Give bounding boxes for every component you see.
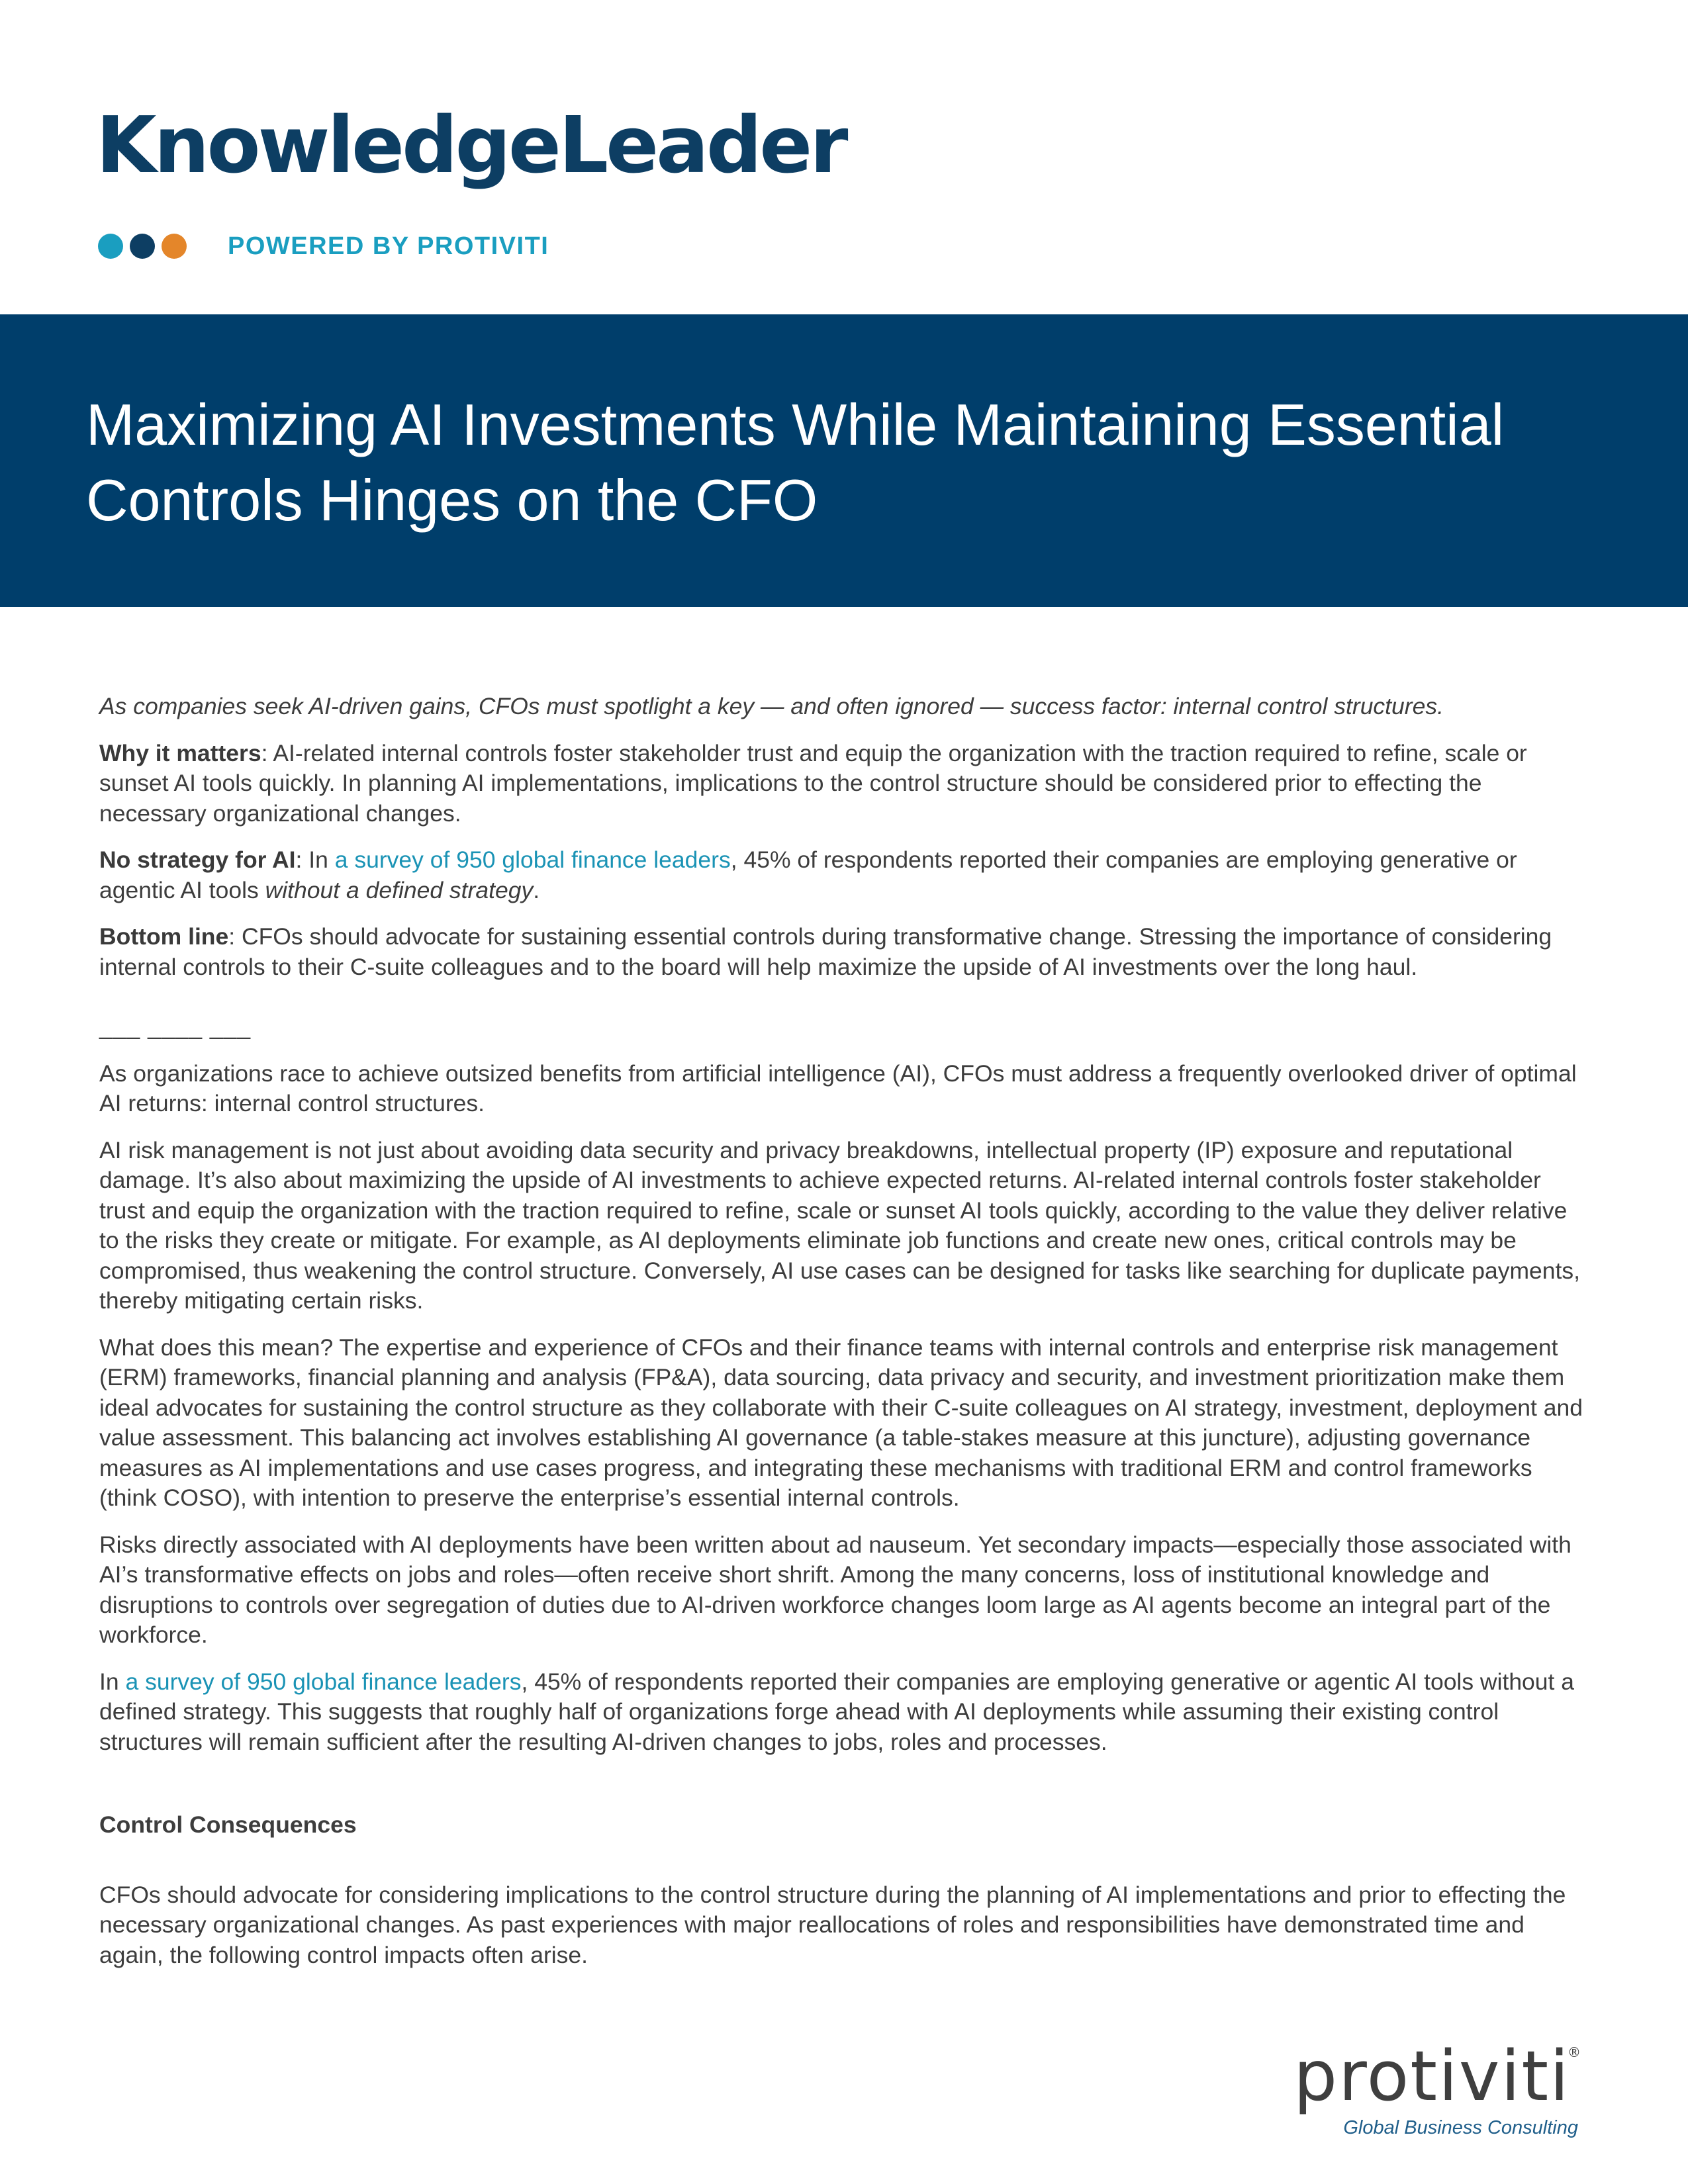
navy-dot-icon xyxy=(130,234,155,259)
protiviti-logo xyxy=(1293,2036,1582,2139)
survey-link-1[interactable]: a survey of 950 global finance leaders xyxy=(334,846,731,873)
bottom-line-paragraph xyxy=(99,922,1589,982)
body-paragraph-3: What does this mean? The expertise and experience of CFOs and their finance teams with internal controls and enterprise risk management (ERM) frameworks, financial planning and analysis (FP&A), data sourcing, data privacy and security, and investment prioritization make them ideal advocates for sustaining the control structure as they collaborate with their C-suite colleagues on AI strategy, investment, deployment and value assessment. This balancing act involves establishing AI governance (a table-stakes measure at this juncture), adjusting governance measures as AI implementations and use cases progress, and integrating these mechanisms with traditional ERM and control frameworks (think COSO), with intention to preserve the enterprise’s essential internal controls. xyxy=(99,1334,1583,1511)
no-strategy-label: No strategy for AI xyxy=(99,846,296,873)
body-paragraph-6: CFOs should advocate for considering implications to the control structure during the planning of AI implementations and prior to effecting the necessary organizational changes. As past experiences with major reallocations of roles and responsibilities have demonstrated time and again, the following control impacts often arise. xyxy=(99,1881,1566,1968)
body-paragraph-4: Risks directly associated with AI deployments have been written about ad nauseum. Yet secondary impacts—especially those associated with AI’s transformative effects on jobs and roles—often receive short shrift. Among the many concerns, loss of institutional knowledge and disruptions to controls over segregation of duties due to AI-driven workforce changes loom large as AI agents become an integral part of the workforce. xyxy=(99,1531,1571,1648)
title-banner xyxy=(0,314,1688,607)
body-paragraph-2: AI risk management is not just about avoiding data security and privacy breakdowns, intellectual property (IP) exposure and reputational damage. It’s also about maximizing the upside of AI investments to achieve expected returns. AI-related internal controls foster stakeholder trust and equip the organization with the traction required to refine, scale or sunset AI tools quickly, according to the value they deliver relative to the risks they create or mitigate. For example, as AI deployments eliminate job functions and create new ones, critical controls may be compromised, thus weakening the control structure. Conversely, AI use cases can be designed for tasks like searching for duplicate payments, thereby mitigating certain risks. xyxy=(99,1136,1580,1314)
why-it-matters-paragraph xyxy=(99,739,1589,829)
why-it-matters-text: : AI-related internal controls foster stakeholder trust and equip the organization with the traction required to refine, scale or sunset AI tools quickly. In planning AI implementations, implications to the control structure should be considered prior to effecting the necessary organizational changes. xyxy=(99,739,1527,827)
protiviti-brand-text: protiviti xyxy=(1293,2036,1570,2116)
article-body xyxy=(99,692,1589,1987)
page-title xyxy=(86,387,1609,538)
orange-dot-icon xyxy=(162,234,187,259)
no-strategy-emphasis: without a defined strategy xyxy=(265,876,534,903)
powered-by-text: POWERED BY PROTIVITI xyxy=(228,232,549,260)
survey-link-2[interactable]: a survey of 950 global finance leaders xyxy=(125,1668,522,1695)
protiviti-wordmark xyxy=(1293,2036,1582,2116)
separator-line: ___ ____ ___ xyxy=(99,1013,252,1040)
no-strategy-pre: : In xyxy=(295,846,335,873)
lede: As companies seek AI-driven gains, CFOs must spotlight a key — and often ignored — success factor: internal control structures. xyxy=(99,693,1444,719)
title-line-1: Maximizing AI Investments While Maintaining Essential xyxy=(86,392,1505,457)
no-strategy-post: . xyxy=(533,876,540,903)
powered-by-row xyxy=(98,232,549,261)
body-paragraph-5 xyxy=(99,1667,1589,1758)
no-strategy-paragraph xyxy=(99,845,1589,905)
title-line-2: Controls Hinges on the CFO xyxy=(86,467,818,533)
p5-post: , 45% of respondents reported their companies are employing generative or agentic AI tools without a defined strategy. This suggests that roughly half of organizations forge ahead with AI deployments while assuming their existing control structures will remain sufficient after the resulting AI-driven changes to jobs, roles and processes. xyxy=(99,1668,1575,1755)
bottom-line-label: Bottom line xyxy=(99,923,229,950)
body-paragraph-1: As organizations race to achieve outsized benefits from artificial intelligence (AI), CFOs must address a frequently overlooked driver of optimal AI returns: internal control structures. xyxy=(99,1060,1577,1116)
section-heading: Control Consequences xyxy=(99,1811,357,1838)
footer-tagline: Global Business Consulting xyxy=(1343,2117,1578,2138)
registered-mark: ® xyxy=(1568,2044,1582,2060)
p5-pre: In xyxy=(99,1668,126,1695)
knowledgeleader-logo: KnowledgeLeader xyxy=(96,99,846,191)
no-strategy-mid: , 45% of respondents reported their companies are employing generative or agentic AI tools xyxy=(99,846,1517,903)
bottom-line-text: : CFOs should advocate for sustaining essential controls during transformative change. Stressing the importance of considering internal controls to their C-suite colleagues and to the board will help maximize the upside of AI investments over the long haul. xyxy=(99,923,1552,980)
why-it-matters-label: Why it matters xyxy=(99,739,261,766)
teal-dot-icon xyxy=(98,234,123,259)
